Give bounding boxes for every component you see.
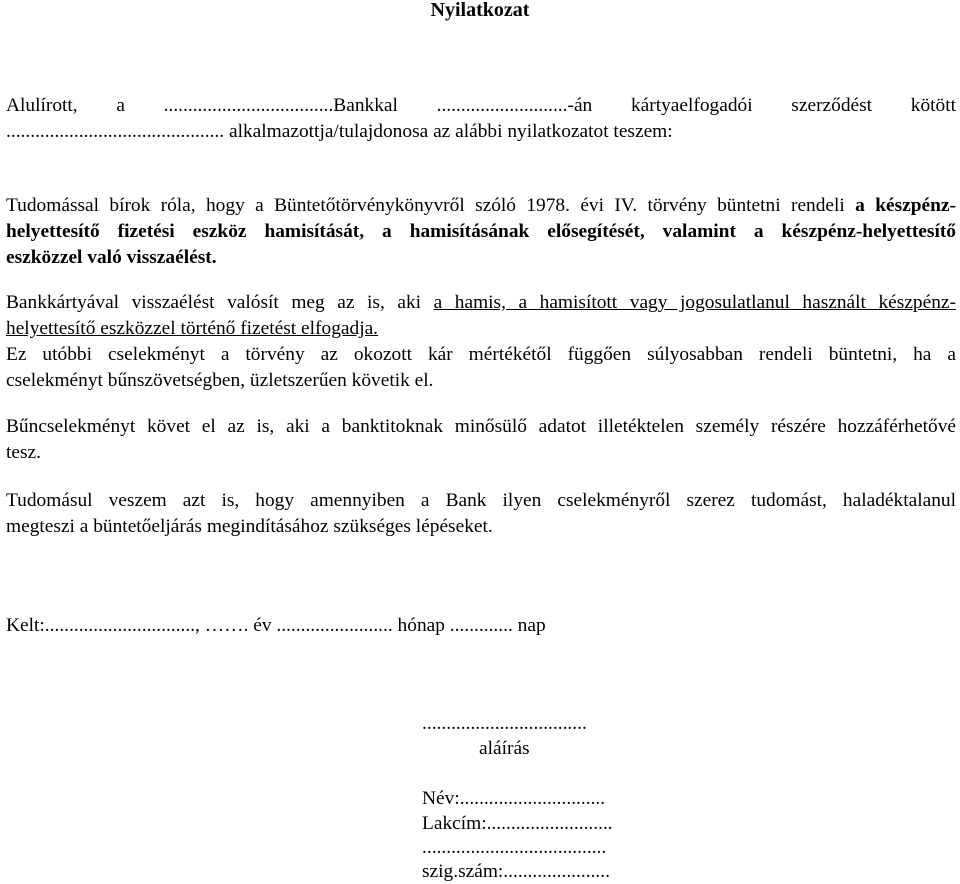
p1-text: Tudomással bírok róla, hogy a Büntetőtörvénykönyvről szóló 1978. évi IV. törvény büntetni rendeli — [6, 195, 856, 216]
p1-bold-line-3: eszközzel való visszaélést. — [6, 247, 217, 268]
signature-line: .................................. — [422, 713, 587, 734]
intro-line-1: Alulírott, a ...................................Bankkal ...........................-án kártyaelfogadói szerződést kötött — [6, 95, 956, 116]
document-title: Nyilatkozat — [430, 0, 530, 21]
p3-line-2: tesz. — [6, 442, 41, 463]
p1-line-2 — [6, 219, 956, 245]
p2-line-3: Ez utóbbi cselekményt a törvény az okozott kár mértékétől függően súlyosabban rendeli büntetni, ha a — [6, 344, 956, 365]
p2-line-4: cselekményt bűnszövetségben, üzletszerűen követik el. — [6, 370, 434, 391]
id-number-field: szig.szám:...................... — [422, 861, 610, 882]
signature-label: aláírás — [479, 738, 530, 759]
address-field: Lakcím:.......................... — [422, 813, 613, 834]
paragraph-bank-secret — [6, 414, 956, 466]
date-line: Kelt:..............................., ……. év ........................ hónap ............. nap — [6, 615, 546, 636]
p2-text: Bankkártyával visszaélést valósít meg az is, aki — [6, 292, 434, 313]
p1-bold-line-2: helyettesítő fizetési eszköz hamisítását, a hamisításának elősegítését, valamint a készpénz-helyettesítő — [6, 221, 956, 242]
p1-line-3 — [6, 245, 956, 271]
p2-line-2 — [6, 316, 956, 342]
p2-underlined-start: a hamis, a hamisított vagy jogosulatlanul használt készpénz- — [433, 292, 956, 313]
p1-line-1 — [6, 193, 956, 219]
p4-line-2: megteszi a büntetőeljárás megindításához szükséges lépéseket. — [6, 516, 493, 537]
paragraph-criminal-code — [6, 193, 956, 271]
paragraph-card-abuse — [6, 290, 956, 394]
p2-underlined-line-2: helyettesítő eszközzel történő fizetést elfogadja. — [6, 318, 379, 339]
paragraph-acknowledgement — [6, 488, 956, 540]
p1-bold-start: a készpénz- — [855, 195, 956, 216]
intro-paragraph — [6, 93, 956, 145]
name-field: Név:.............................. — [422, 788, 606, 809]
address-field-continued: ...................................... — [422, 837, 607, 858]
p3-line-1: Bűncselekményt követ el az is, aki a banktitoknak minősülő adatot illetéktelen személy részére hozzáférhetővé — [6, 416, 956, 437]
intro-line-2: ............................................. alkalmazottja/tulajdonosa az alábbi nyilatkozatot teszem: — [6, 121, 673, 142]
p4-line-1: Tudomásul veszem azt is, hogy amennyiben a Bank ilyen cselekményről szerez tudomást, haladéktalanul — [6, 490, 956, 511]
p2-line-1 — [6, 290, 956, 316]
